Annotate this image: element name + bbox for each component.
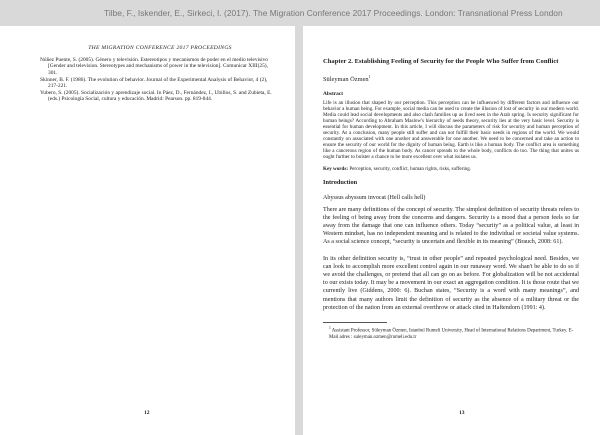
citation-header: Tilbe, F., Iskender, E., Sirkeci, I. (2017). The Migration Conference 2017 Proceedings. London: Transnational Press London	[104, 8, 563, 18]
author-name	[323, 74, 579, 83]
keywords	[323, 166, 579, 172]
reference-list	[40, 57, 276, 103]
author-footnote-mark: 1	[368, 74, 371, 80]
body-paragraph: There are many definitions of the concept of security. The simplest definition of security threats refers to the feeling of being away from the concerns and dangers. Security is a mood that a person feels so far away from the damage that one can influence others. Today “security” as a political value, at least in Western mindset, has no independent meaning and is related to the individual or societal value systems. As a social science concept, “security is uncertain and flexible in its meaning” (Brauch, 2008: 61).	[323, 206, 579, 246]
footnote-mark: 1	[329, 326, 331, 330]
page-number: 12	[144, 410, 150, 416]
left-page	[0, 26, 295, 435]
chapter-title: Chapter 2. Establishing Feeling of Security for the People Who Suffer from Conflict	[323, 58, 559, 65]
reference-item: Skinner, B. F. (1986). The evolution of behavior. Journal of the Experimental Analysis of Behavior, 4 (2), 217-221.	[40, 76, 268, 90]
reference-item: Núñez Puente, S. (2005). Género y televisión. Estereotipos y mecanismos de poder en el medio televisivo [Gender and television. Stereotypes and mechanisms of power in the television]. Comunicar XIII(25), 301.	[40, 57, 268, 76]
footnote-text: Assistant Professor, Süleyman Özmen, Istanbul Rumeli University, Head of International Relations Department, Turkey. E-Mail adres : suleyman.ozmen@rumeli.edu.tr	[329, 328, 574, 340]
body-paragraph: In its other definition security is, “trust in other people” and repeated psychological need. Besides, we can look to accomplish more excellent control again in our runaway word. We shan't be able to do so if we avoid the challenges, or pretend that all can go on as before. For globalization will be not accidental to our exists today. It may be a movement in our exact an aggregation condition. It is those route that we currently live (Giddens, 2000: 6). Buchan states, “Security is a word with many meanings”, and mentions that many authors limit the definition of security as the absence of a military threat or the protection of the nation from an external overthrow or attack cited in Haftendorn (1991: 4).	[323, 255, 579, 311]
keywords-label: Key words:	[323, 166, 349, 173]
reference-item: Yubero, S. (2005). Socialización y aprendizaje social. In Páez, D., Fernández, I., Ubillos, S. and Zubieta, E.(eds.) Psicología Social, cultura y educación. Madrid: Pearson. pp. 819-844.	[40, 89, 272, 103]
abstract-text: Life is an illusion that shaped by our perception. This perception can be influenced by different factors and influence our behavior a human being. For example, social media can be used to create the illusion of lost of security in our modern world. Media could lead social developments and also clash families up as lived seen in the Arab spring. Is security significant for human beings? According to Abraham Maslow's hierarchy of needs theory, security lies at the very basic level. Security is essential for human development. In this article, I will discuss the parameters of risk for security and human perception of security. As a conclusion, many people still suffer and can not fulfill their basic needs in regions of the world. We would constantly on associated with one another and answerable for one another. We need to be concerned and take an action to ensure the security of our world for the dignity of human being. Earth is like a human body. The conflict area is something like a cancerous region of the human body. As cancer spreads to the whole body, conflicts do too. The thing that unites us ought further to bolster a chance to be more excellent over what isolates us.	[323, 99, 579, 161]
introduction-heading: Introduction	[323, 178, 358, 186]
chapter-content	[323, 58, 579, 341]
keywords-text: Perception, security, conflict, human rights, risks, suffering.	[349, 166, 472, 173]
footnote-divider	[323, 322, 387, 323]
author-name-text: Süleyman Özmen	[323, 76, 369, 84]
document-header-bar	[0, 0, 600, 26]
epigraph: Abyssus abyssum invocat (Hell calls hell)	[323, 194, 426, 201]
abstract-heading: Abstract	[323, 90, 344, 97]
footnote	[323, 325, 579, 341]
right-page	[303, 26, 600, 435]
running-head: THE MIGRATION CONFERENCE 2017 PROCEEDINGS	[88, 45, 232, 51]
page-number: 13	[459, 410, 465, 416]
